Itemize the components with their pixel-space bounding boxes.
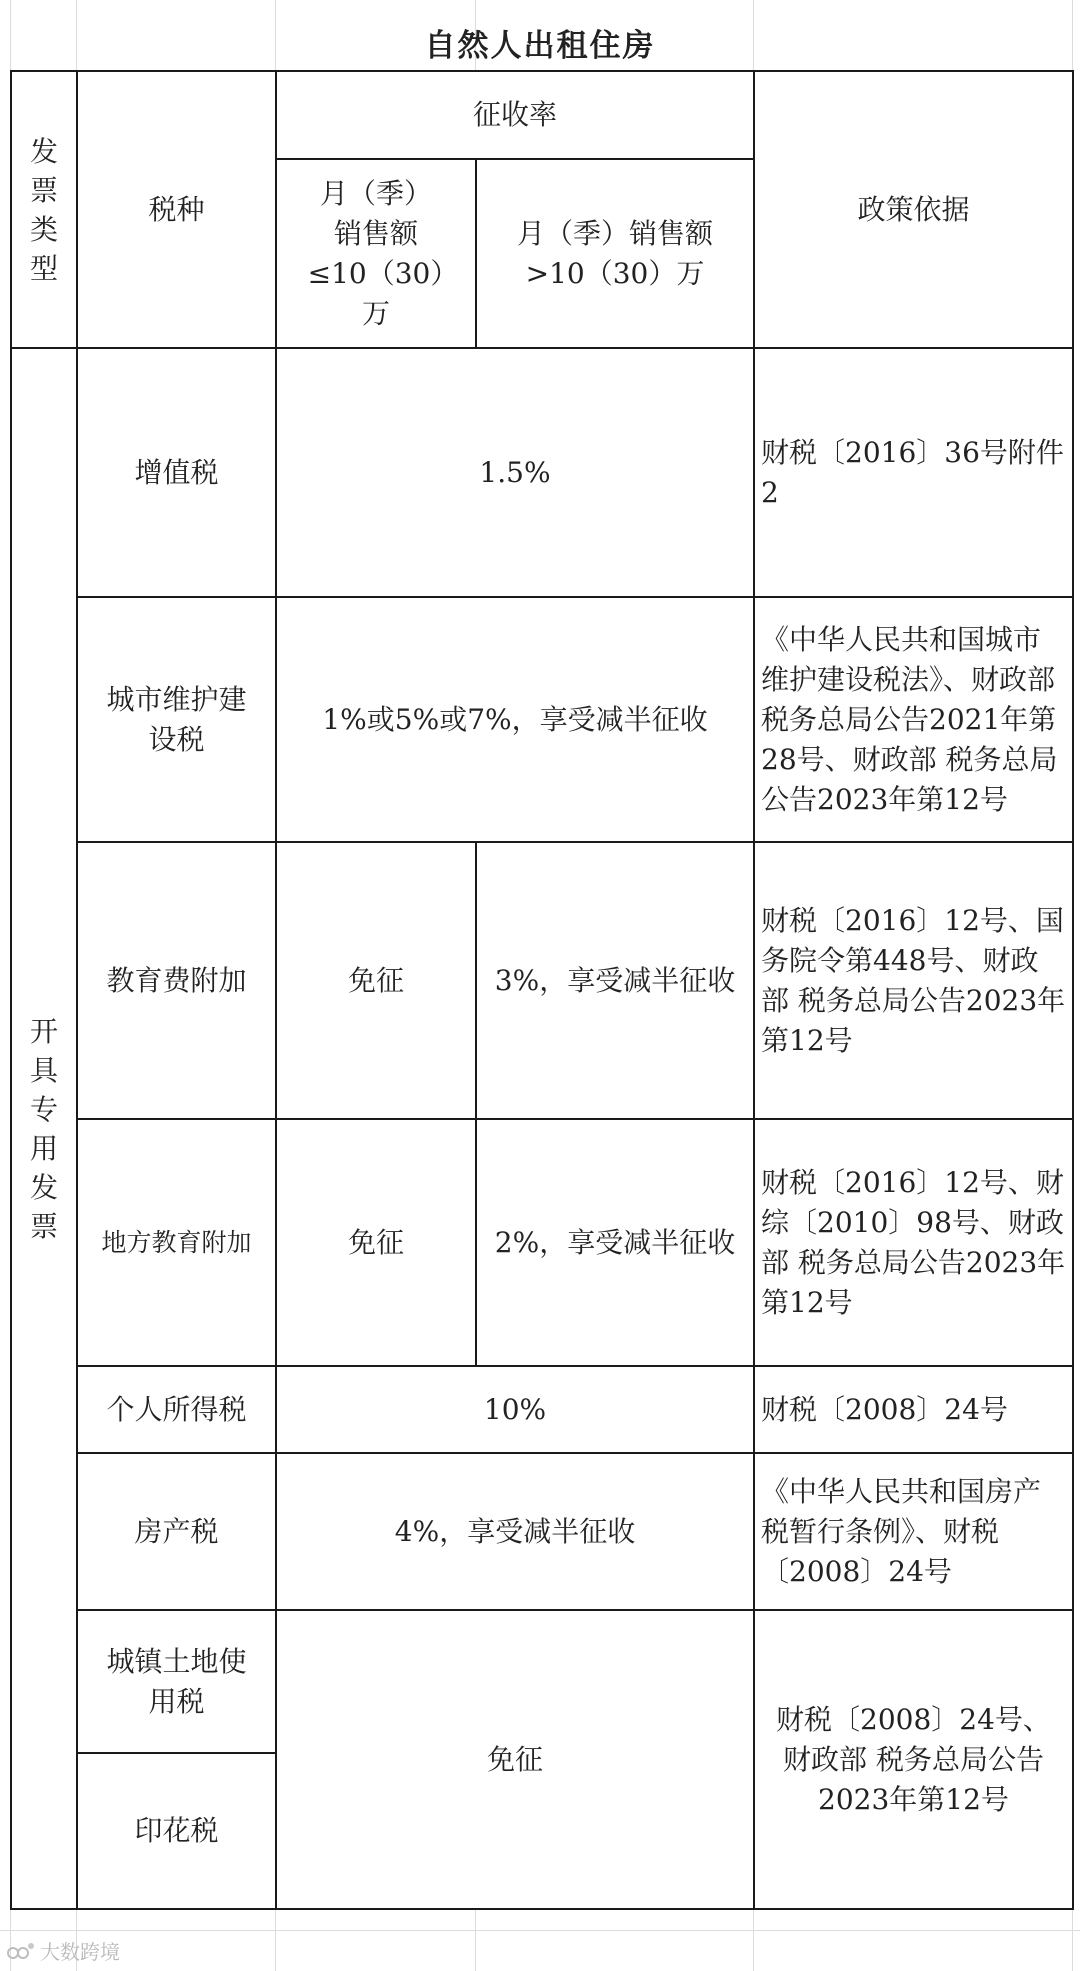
table-row-basis: 财税〔2016〕36号附件2 bbox=[753, 347, 1074, 598]
table-row-tax: 增值税 bbox=[76, 347, 277, 598]
grid-line bbox=[0, 1930, 1080, 1931]
header-rate-low: 月（季）销售额≤10（30）万 bbox=[275, 158, 477, 349]
merged-basis: 财税〔2008〕24号、财政部 税务总局公告2023年第12号 bbox=[753, 1609, 1074, 1910]
table-row-rate: 1.5% bbox=[275, 347, 755, 598]
table-row-basis: 《中华人民共和国房产税暂行条例》、财税〔2008〕24号 bbox=[753, 1452, 1074, 1611]
header-rate-group: 征收率 bbox=[275, 70, 755, 160]
table-row-rate-low: 免征 bbox=[275, 1118, 477, 1367]
table-row-basis: 《中华人民共和国城市维护建设税法》、财政部 税务总局公告2021年第28号、财政部 税务总局公告2023年第12号 bbox=[753, 596, 1074, 843]
watermark-logo-icon bbox=[6, 1940, 36, 1962]
watermark-text: 大数跨境 bbox=[40, 1940, 120, 1964]
table-row-rate: 1%或5%或7%，享受减半征收 bbox=[275, 596, 755, 843]
header-tax-type: 税种 bbox=[76, 70, 277, 349]
header-invoice-type: 发票类型 bbox=[10, 70, 78, 349]
table-row-tax: 房产税 bbox=[76, 1452, 277, 1611]
table-row-basis: 财税〔2008〕24号 bbox=[753, 1365, 1074, 1454]
table-row-tax: 教育费附加 bbox=[76, 841, 277, 1120]
table-row-tax: 印花税 bbox=[76, 1752, 277, 1910]
table-row-rate-high: 2%，享受减半征收 bbox=[475, 1118, 755, 1367]
invoice-type-cell: 开具专用发票 bbox=[10, 347, 78, 1910]
table-row-tax: 城镇土地使用税 bbox=[76, 1609, 277, 1754]
table-row-basis: 财税〔2016〕12号、财综〔2010〕98号、财政部 税务总局公告2023年第12号 bbox=[753, 1118, 1074, 1367]
watermark bbox=[6, 1936, 120, 1965]
table-row-tax: 地方教育附加 bbox=[76, 1118, 277, 1367]
table-row-rate-high: 3%，享受减半征收 bbox=[475, 841, 755, 1120]
header-rate-high: 月（季）销售额>10（30）万 bbox=[475, 158, 755, 349]
table-row-basis: 财税〔2016〕12号、国务院令第448号、财政部 税务总局公告2023年第12号 bbox=[753, 841, 1074, 1120]
table-row-rate: 10% bbox=[275, 1365, 755, 1454]
table-row-rate: 4%，享受减半征收 bbox=[275, 1452, 755, 1611]
table-row-tax: 个人所得税 bbox=[76, 1365, 277, 1454]
page-title: 自然人出租住房 bbox=[424, 27, 656, 64]
header-basis: 政策依据 bbox=[753, 70, 1074, 349]
merged-rate: 免征 bbox=[275, 1609, 755, 1910]
table-row-rate-low: 免征 bbox=[275, 841, 477, 1120]
table-row-tax: 城市维护建设税 bbox=[76, 596, 277, 843]
